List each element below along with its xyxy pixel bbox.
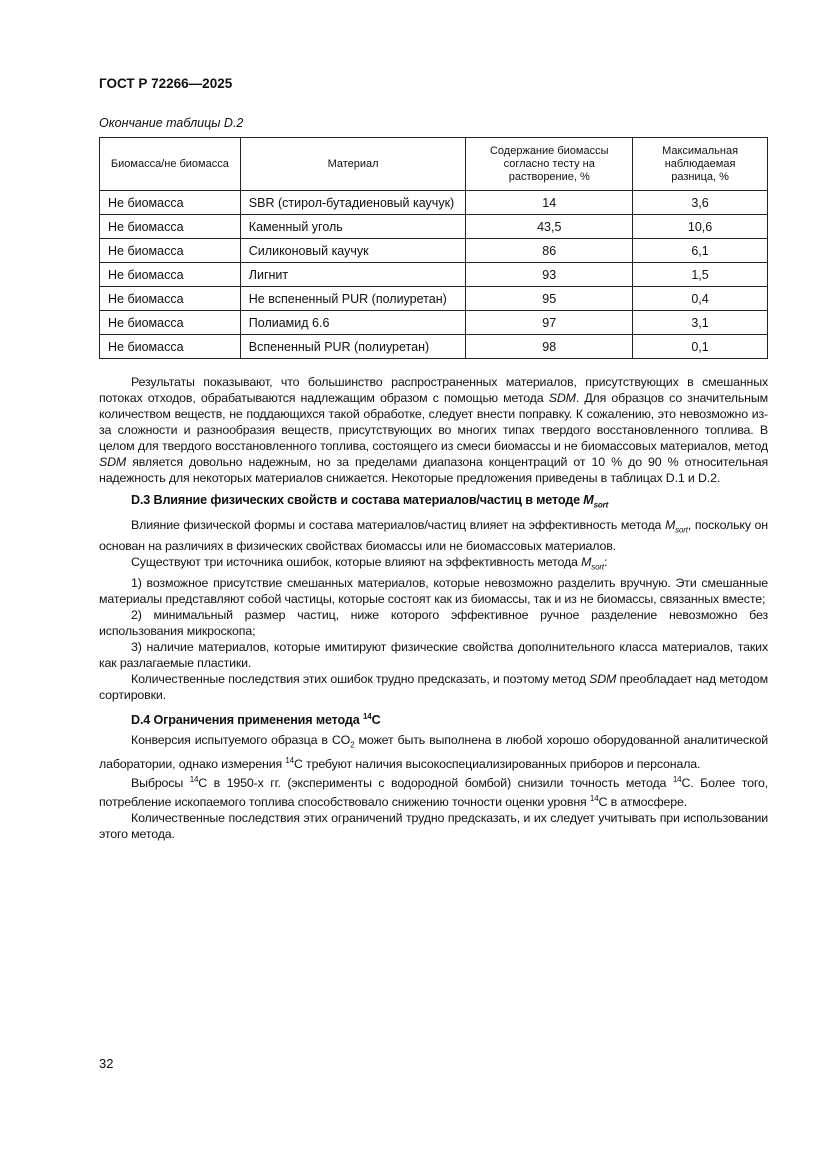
table-cell: Не биомасса [100,215,241,239]
table-row [100,215,768,239]
paragraph [99,772,768,810]
table-cell: 86 [466,239,633,263]
text-segment: 2) минимальный размер частиц, ниже которого эффективное ручное разделение невозможно без использования микроскопа; [99,608,768,639]
page-number: 32 [99,1056,114,1071]
table-caption: Окончание таблицы D.2 [99,116,244,130]
column-header: Материал [240,138,466,191]
text-segment: SDM [99,455,127,469]
text-segment: C в атмосфере. [598,795,688,810]
table-row [100,311,768,335]
text-segment: Существуют три источника ошибок, которые влияют на эффективность метода [131,554,582,569]
text-segment: Количественные последствия этих ограничений трудно предсказать, и их следует учитывать при использовании этого метода. [99,811,768,842]
table-cell: Не вспененный PUR (полиуретан) [240,287,466,311]
table-cell: 93 [466,263,633,287]
table-cell: 10,6 [633,215,768,239]
table-cell: Не биомасса [100,311,241,335]
text-segment: может быть выполнена в любой хорошо оборудованной аналитической лаборатории, однако измерения [99,732,769,772]
table-cell: 3,6 [633,191,768,215]
text-segment: 14 [189,775,199,785]
text-segment: 1) возможное присутствие смешанных материалов, которые невозможно разделить вручную. Эти смешанные материалы представляют собой частицы, которые состоят как из биомассы, так и из не биомассы, связанных вместе; [99,576,768,607]
table-row [100,191,768,215]
data-table [99,137,768,359]
paragraph [99,671,768,703]
section-heading [99,709,768,728]
text-segment: Конверсия испытуемого образца в CO [131,732,351,747]
paragraph [99,554,768,575]
text-segment: 14 [285,756,294,766]
text-segment: 2 [350,740,355,750]
text-segment: sort [675,524,688,534]
text-segment: C. Более того, потребление ископаемого топлива способствовало снижению точности оценки уровня [99,776,768,810]
text-segment: Выбросы [131,776,190,791]
text-segment: . Для образцов со значительным количеством веществ, не поддающихся такой обработке, следует внести поправку. К сожалению, это невозможно из-за сложности и разнообразия веществ, присутствующих во многих типах твердого восстановленного топлива. В целом для твердого восстановленного топлива, состоящего из смеси биомассы и не биомассовых материалов, метод [99,391,768,453]
text-segment: SDM [548,391,576,405]
table-cell: Не биомасса [100,191,241,215]
table-cell: Полиамид 6.6 [240,311,466,335]
text-segment: D.4 Ограничения применения метода [131,713,363,728]
table-cell: Не биомасса [100,335,241,359]
table-header-row [100,138,768,191]
paragraph [99,517,768,554]
text-segment: sort [593,500,609,510]
text-segment: M [583,493,594,507]
text-segment: SDM [589,672,617,687]
table-cell: Каменный уголь [240,215,466,239]
document-header: ГОСТ Р 72266—2025 [99,76,233,91]
table-cell: Силиконовый каучук [240,239,466,263]
table-cell: SBR (стирол-бутадиеновый каучук) [240,191,466,215]
table-cell: 0,4 [633,287,768,311]
table-cell: 97 [466,311,633,335]
text-segment: M [664,517,676,532]
paragraph [99,732,768,773]
table-cell: 43,5 [466,215,633,239]
column-header: Максимальная наблюдаемая разница, % [633,138,768,191]
text-segment: Влияние физической формы и состава материалов/частиц влияет на эффективность метода [131,517,665,532]
table-cell: Не биомасса [100,287,241,311]
table-row [100,239,768,263]
section-heading [99,492,768,514]
paragraph [99,374,768,486]
column-header: Содержание биомассы согласно тесту на растворение, % [466,138,633,191]
table-cell: 0,1 [633,335,768,359]
text-segment: C в 1950-х гг. (эксперименты с водородной бомбой) снизили точность метода [198,776,673,791]
table-cell: Не биомасса [100,239,241,263]
text-segment: C требуют наличия высокоспециализированных приборов и персонала. [293,757,701,772]
text-segment: , поскольку он основан на различиях в физических свойствах биомассы или не биомассовых материалов. [99,517,768,553]
text-segment: 14 [362,712,372,722]
table-cell: 6,1 [633,239,768,263]
table-cell: 14 [466,191,633,215]
text-segment: 14 [589,794,599,804]
table-row [100,335,768,359]
table-cell: 98 [466,335,633,359]
table-cell: Вспененный PUR (полиуретан) [240,335,466,359]
table-cell: Лигнит [240,263,466,287]
table-cell: 3,1 [633,311,768,335]
table-row [100,287,768,311]
text-segment: Результаты показывают, что большинство распространенных материалов, присутствующих в смешанных потоках отходов, обрабатываются надлежащим образом с помощью метода [99,375,768,405]
document-body [99,374,768,842]
text-segment: является довольно надежным, но за пределами диапазона концентраций от 10 % до 90 % относительная надежность для некоторых материалов снижается. Некоторые предложения приведены в таблицах D.1 и D.2. [99,455,768,485]
table-row [100,263,768,287]
text-segment: sort [591,562,604,572]
text-segment: преобладает над методом сортировки. [99,672,768,703]
table-cell: 95 [466,287,633,311]
text-segment: : [604,554,608,569]
paragraph [99,639,768,671]
text-segment: C [371,713,381,728]
text-segment: M [581,554,592,569]
column-header: Биомасса/не биомасса [100,138,241,191]
text-segment: Количественные последствия этих ошибок трудно предсказать, и поэтому метод [131,672,590,687]
paragraph [99,810,768,842]
text-segment: 3) наличие материалов, которые имитируют физические свойства дополнительного класса материалов, таких как разлагаемые пластики. [99,640,768,671]
text-segment: D.3 Влияние физических свойств и состава материалов/частиц в методе [131,493,584,507]
table-cell: Не биомасса [100,263,241,287]
paragraph [99,575,768,607]
table-cell: 1,5 [633,263,768,287]
paragraph [99,607,768,639]
text-segment: 14 [672,775,682,785]
